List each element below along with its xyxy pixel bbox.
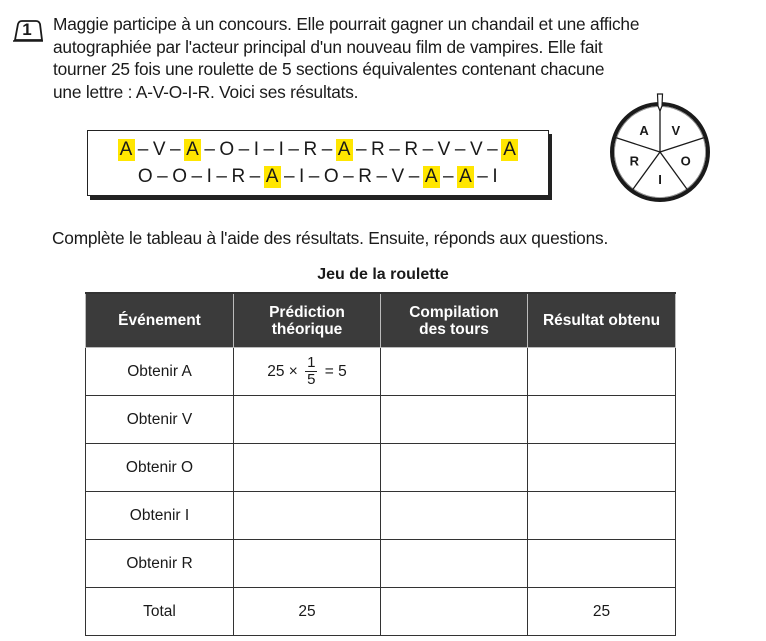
question-number-badge (12, 18, 42, 42)
prediction-cell[interactable]: 25 (234, 588, 381, 636)
header-event (86, 293, 234, 348)
event-cell: Obtenir O (86, 444, 234, 492)
compilation-cell[interactable] (381, 396, 528, 444)
result-letter: I (278, 139, 285, 160)
sequence-dash: – (487, 139, 499, 160)
spinner-wheel (602, 92, 718, 204)
result-letter-highlighted: A (503, 139, 517, 160)
sequence-dash: – (422, 139, 434, 160)
result-letter: R (231, 166, 246, 187)
prediction-formula (267, 354, 347, 388)
compilation-cell[interactable] (381, 492, 528, 540)
prediction-cell[interactable] (234, 492, 381, 540)
sequence-dash: – (389, 139, 401, 160)
spin-results-box (87, 130, 549, 196)
result-letter: V (437, 139, 451, 160)
sequence-dash: – (204, 139, 216, 160)
sequence-dash: – (157, 166, 169, 187)
formula-left: 25 × (267, 362, 298, 380)
spinner-section-label: A (639, 123, 649, 139)
result-letter: O (219, 139, 235, 160)
result-letter: R (358, 166, 373, 187)
sequence-dash: – (263, 139, 275, 160)
result-letter-highlighted: A (337, 139, 351, 160)
event-cell: Obtenir A (86, 348, 234, 396)
result-letter-highlighted: A (459, 166, 473, 187)
result-cell[interactable] (528, 396, 676, 444)
prediction-cell[interactable] (234, 396, 381, 444)
spinner-section-label: V (671, 123, 681, 139)
sequence-dash: – (355, 139, 368, 160)
result-letter: R (371, 139, 386, 160)
result-letter: V (391, 166, 405, 187)
header-line: Prédiction (269, 303, 345, 321)
table-row (86, 348, 676, 396)
header-compilation (381, 293, 528, 348)
result-cell[interactable]: 25 (528, 588, 676, 636)
result-letter-highlighted: A (265, 166, 279, 187)
header-line: théorique (271, 320, 343, 338)
event-cell: Total (86, 588, 234, 636)
sequence-dash: – (321, 139, 333, 160)
table-title: Jeu de la roulette (317, 266, 449, 283)
problem-statement (53, 13, 753, 103)
result-letter-highlighted: A (424, 166, 438, 187)
prediction-cell[interactable] (234, 444, 381, 492)
header-prediction (234, 293, 381, 348)
result-letter-highlighted: A (186, 139, 200, 160)
sequence-dash: – (238, 139, 250, 160)
event-cell: Obtenir I (86, 492, 234, 540)
header-line: Événement (118, 312, 201, 329)
table-row (86, 540, 676, 588)
event-cell: Obtenir V (86, 396, 234, 444)
compilation-cell[interactable] (381, 444, 528, 492)
compilation-cell[interactable] (381, 540, 528, 588)
result-cell[interactable] (528, 492, 676, 540)
result-letter: V (152, 139, 167, 160)
sequence-dash: – (170, 139, 182, 160)
header-result (528, 293, 676, 348)
result-letter: V (469, 139, 484, 160)
question-number: 1 (22, 20, 32, 39)
sequence-dash: – (216, 166, 228, 187)
sequence-dash: – (477, 166, 489, 187)
sequence-dash: – (288, 139, 300, 160)
sequence-dash: – (454, 139, 466, 160)
result-letter: I (253, 139, 260, 160)
intro-line: autographiée par l'acteur principal d'un nouveau film de vampires. Elle fait (53, 36, 603, 57)
spinner-section-label: O (680, 153, 691, 169)
results-row-1 (88, 139, 548, 161)
spinner-section-label: I (658, 172, 662, 187)
result-letter: I (206, 166, 213, 187)
result-letter-highlighted: A (119, 139, 133, 160)
intro-line: tourner 25 fois une roulette de 5 sections équivalentes contenant chacune (53, 59, 605, 79)
result-cell[interactable] (528, 540, 676, 588)
sequence-dash: – (191, 166, 203, 187)
result-letter: R (404, 139, 419, 160)
sequence-dash: – (343, 166, 355, 187)
header-line: Résultat obtenu (542, 312, 661, 329)
formula-right: = 5 (324, 362, 347, 380)
result-cell[interactable] (528, 444, 676, 492)
table-row (86, 396, 676, 444)
intro-line: Maggie participe à un concours. Elle pourrait gagner un chandail et une affiche (53, 14, 640, 34)
sequence-dash: – (308, 166, 320, 187)
result-letter: O (137, 166, 154, 187)
result-letter: O (323, 166, 340, 187)
table-row (86, 444, 676, 492)
result-letter: I (299, 166, 305, 187)
sequence-dash: – (408, 166, 420, 187)
results-table (85, 292, 676, 636)
sequence-dash: – (283, 166, 296, 187)
sequence-dash: – (443, 166, 455, 187)
prediction-cell[interactable] (234, 540, 381, 588)
result-letter: I (492, 166, 499, 187)
result-cell[interactable] (528, 348, 676, 396)
compilation-cell[interactable] (381, 348, 528, 396)
fraction (305, 355, 317, 388)
sequence-dash: – (376, 166, 388, 187)
results-row-2 (88, 166, 548, 188)
fraction-denominator: 5 (307, 371, 316, 388)
table-row (86, 492, 676, 540)
compilation-cell[interactable] (381, 588, 528, 636)
result-letter: O (172, 166, 188, 187)
fraction-numerator: 1 (307, 354, 316, 371)
header-line: des tours (419, 320, 489, 338)
header-line: Compilation (409, 303, 499, 321)
sequence-dash: – (249, 166, 261, 187)
table-header-row (86, 293, 676, 348)
sequence-dash: – (137, 139, 149, 160)
spinner-section-label: R (629, 153, 640, 169)
prediction-cell[interactable] (234, 348, 381, 396)
event-cell: Obtenir R (86, 540, 234, 588)
intro-line: une lettre : A-V-O-I-R. Voici ses résultats. (53, 81, 359, 102)
instruction-text: Complète le tableau à l'aide des résultats. Ensuite, réponds aux questions. (52, 228, 609, 248)
table-row-total (86, 588, 676, 636)
result-letter: R (303, 139, 318, 160)
